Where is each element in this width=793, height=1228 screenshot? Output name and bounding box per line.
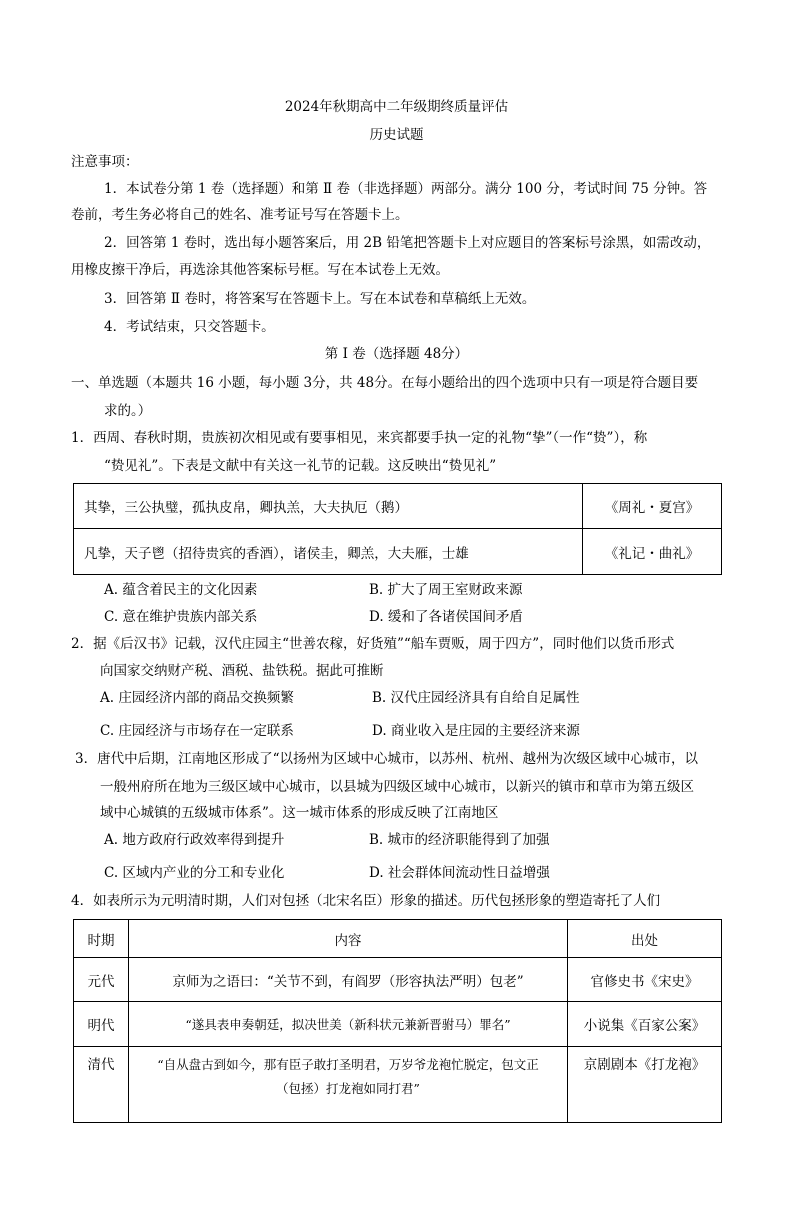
q2-option-b[interactable]: B. 汉代庄园经济具有自给自足属性 — [372, 690, 580, 706]
q2-option-d[interactable]: D. 商业收入是庄园的主要经济来源 — [372, 723, 580, 739]
q4-row-content-line: “遂具表申奏朝廷，拟决世美（新科状元兼新晋驸马）罪名” — [185, 1017, 511, 1032]
q4-row-source: 小说集《百家公案》 — [568, 1002, 722, 1047]
q4-row-content-line: 京师为之语曰：“关节不到，有阎罗（形容执法严明）包老” — [172, 973, 524, 990]
q1-option-d[interactable]: D. 缓和了各诸侯国间矛盾 — [369, 609, 523, 625]
q1-stem-cont: “贽见礼”。下表是文献中有关这一礼节的记载。这反映出“贽见礼” — [104, 458, 497, 474]
notice-line: 3．回答第 Ⅱ 卷时，将答案写在答题卡上。写在本试卷和草稿纸上无效。 — [104, 291, 536, 307]
q4-row-era: 元代 — [74, 958, 129, 1002]
q4-header-content: 内容 — [129, 920, 568, 958]
q1-stem: 1．西周、春秋时期，贵族初次相见或有要事相见，来宾都要手执一定的礼物“挚”（一作“贽”），称 — [71, 430, 648, 446]
q1-row-source: 《周礼・夏宫》 — [583, 484, 722, 529]
q3-stem: 3．唐代中后期，江南地区形成了“以扬州为区域中心城市，以苏州、杭州、越州为次级区域中心城市，以 — [75, 751, 698, 767]
table-row — [74, 484, 722, 529]
q4-row-content — [129, 1047, 568, 1123]
q2-option-c[interactable]: C. 庄园经济与市场存在一定联系 — [100, 723, 294, 739]
q1-option-b[interactable]: B. 扩大了周王室财政来源 — [369, 582, 523, 598]
q1-table — [73, 483, 722, 575]
q2-option-a[interactable]: A. 庄园经济内部的商品交换频繁 — [100, 690, 294, 706]
table-row — [74, 958, 722, 1002]
q4-row-source: 官修史书《宋史》 — [568, 958, 722, 1002]
q3-option-c[interactable]: C. 区域内产业的分工和专业化 — [104, 865, 285, 881]
notice-line: 用橡皮擦干净后，再选涂其他答案标号框。写在本试卷上无效。 — [71, 262, 449, 278]
notice-line: 2．回答第 1 卷时，选出每小题答案后，用 2B 铅笔把答题卡上对应题目的答案标号涂黑，如需改动， — [104, 235, 711, 251]
section-instruction-cont: 求的。） — [104, 403, 152, 419]
notice-heading: 注意事项： — [71, 154, 139, 170]
q1-option-c[interactable]: C. 意在维护贵族内部关系 — [104, 609, 258, 625]
exam-subject: 历史试题 — [369, 127, 424, 143]
q1-row-source: 《礼记・曲礼》 — [583, 529, 722, 575]
q4-row-content-line: （包拯）打龙袍如同打君” — [276, 1081, 420, 1096]
q3-option-a[interactable]: A. 地方政府行政效率得到提升 — [104, 832, 285, 848]
q3-option-b[interactable]: B. 城市的经济职能得到了加强 — [369, 832, 550, 848]
table-row — [74, 529, 722, 575]
q4-row-source: 京剧剧本《打龙袍》 — [568, 1047, 722, 1123]
notice-line: 卷前，考生务必将自己的姓名、准考证号写在答题卡上。 — [71, 207, 409, 223]
q4-row-content — [129, 958, 568, 1002]
q2-stem-cont: 向国家交纳财产税、酒税、盐铁税。据此可推断 — [100, 663, 384, 679]
notice-line: 4．考试结束，只交答题卡。 — [104, 319, 275, 335]
q1-option-a[interactable]: A. 蕴含着民主的文化因素 — [104, 582, 258, 598]
q3-stem-cont: 域中心城镇的五级城市体系”。这一城市体系的形成反映了江南地区 — [100, 805, 499, 821]
q1-row-text: 凡挚，天子鬯（招待贵宾的香酒），诸侯圭，卿羔，大夫雁，士雄 — [74, 529, 583, 575]
q1-row-text: 其挚，三公执璧，孤执皮帛，卿执羔，大夫执厄（鹅） — [74, 484, 583, 529]
q4-row-content — [129, 1002, 568, 1047]
table-row — [74, 1047, 722, 1123]
notice-line: 1．本试卷分第 1 卷（选择题）和第 Ⅱ 卷（非选择题）两部分。满分 100 分，考试时间 75 分钟。答 — [104, 181, 708, 197]
exam-title: 2024年秋期高中二年级期终质量评估 — [284, 99, 509, 115]
q4-header-era: 时期 — [74, 920, 129, 958]
q3-option-d[interactable]: D. 社会群体间流动性日益增强 — [369, 865, 550, 881]
q2-stem: 2．据《后汉书》记载，汉代庄园主“世善农稼，好货殖”“船车贾贩，周于四方”，同时他们以货币形式 — [71, 636, 675, 652]
q3-stem-cont: 一般州府所在地为三级区域中心城市，以县城为四级区域中心城市，以新兴的镇市和草市为第五级区 — [100, 779, 694, 795]
section-instruction: 一、单选题（本题共 16 小题，每小题 3分，共 48分。在每小题给出的四个选项中只有一项是符合题目要 — [71, 375, 699, 391]
q4-row-content-line: “自从盘古到如今，那有臣子敢打圣明君，万岁爷龙袍忙脱定，包文正 — [157, 1057, 539, 1072]
q4-row-era: 清代 — [74, 1047, 129, 1123]
q4-row-era: 明代 — [74, 1002, 129, 1047]
q4-header-source: 出处 — [568, 920, 722, 958]
table-header-row — [74, 920, 722, 958]
section-title: 第 Ⅰ 卷（选择题 48分） — [324, 346, 469, 362]
table-row — [74, 1002, 722, 1047]
q4-table — [73, 919, 722, 1123]
q4-stem: 4．如表所示为元明清时期，人们对包拯（北宋名臣）形象的描述。历代包拯形象的塑造寄托了人们 — [71, 893, 661, 909]
